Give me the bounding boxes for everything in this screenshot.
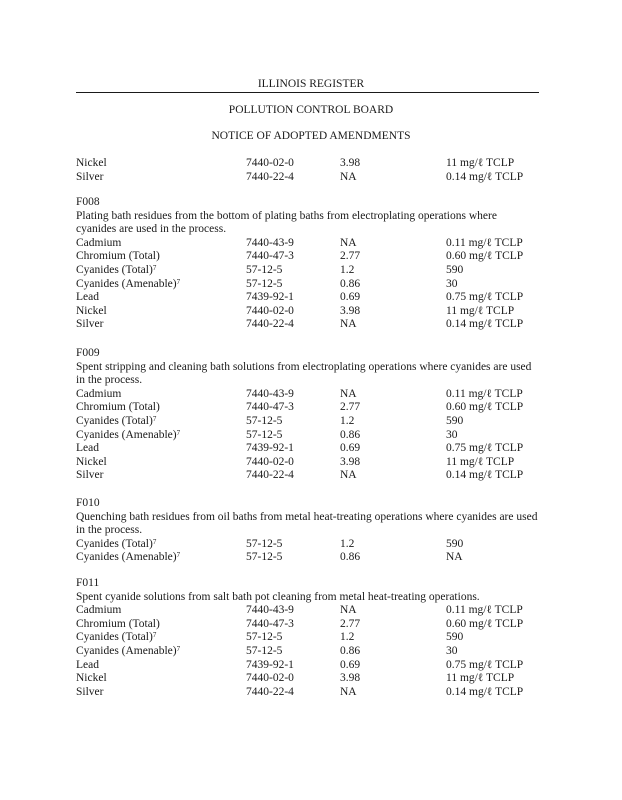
footnote-marker: 7 [152,263,157,272]
constituent-cell [76,264,156,278]
wastewater-value: NA [340,469,357,482]
nonwastewater-value: 0.75 mg/ℓ TCLP [446,291,524,304]
table-row [76,645,539,659]
header-rule [76,92,539,93]
constituent-name: Cyanides (Amenable) [76,551,177,564]
table-row [76,618,539,632]
waste-description: Quenching bath residues from oil baths from metal heat-treating operations where cyanides are used in the process. [76,510,538,537]
wastewater-value: 1.2 [340,537,355,550]
wastewater-value: 0.69 [340,658,361,671]
wastewater-value: 2.77 [340,250,361,263]
cas-number: 57-12-5 [246,277,283,290]
table-row [76,157,539,171]
constituent-cell [76,401,160,415]
table-row [76,631,539,645]
cas-number: 7440-43-9 [246,604,294,617]
constituent-cell [76,469,103,483]
constituent-cell [76,157,107,171]
cas-number: 7440-02-0 [246,157,294,169]
constituent-cell [76,672,107,686]
constituent-cell [76,618,160,632]
nonwastewater-value: 590 [446,414,464,427]
section-f011 [76,577,539,699]
table-row [76,291,539,305]
wastewater-value: 0.69 [340,291,361,304]
table-row [76,305,539,319]
constituent-cell [76,686,103,700]
notice-title: NOTICE OF ADOPTED AMENDMENTS [211,130,411,142]
cas-number: 7440-02-0 [246,304,294,317]
cas-number: 7440-22-4 [246,469,294,482]
wastewater-value: 2.77 [340,401,361,414]
table-row [76,469,539,483]
cas-number: 7440-22-4 [246,318,294,331]
constituent-name: Lead [76,291,99,304]
wastewater-value: 0.86 [340,277,361,290]
wastewater-value: NA [340,318,357,331]
cas-number: 7440-02-0 [246,455,294,468]
cas-number: 7440-43-9 [246,236,294,249]
constituent-name: Chromium (Total) [76,250,160,263]
table-row [76,429,539,443]
constituent-cell [76,551,180,565]
constituent-name: Nickel [76,304,107,317]
table-row [76,659,539,673]
constituent-name: Silver [76,685,104,698]
constituent-name: Silver [76,469,104,482]
cas-number: 57-12-5 [246,414,283,427]
constituent-name: Cyanides (Amenable) [76,428,177,441]
constituent-cell [76,278,180,292]
wastewater-value: NA [340,604,357,617]
nonwastewater-value: 0.11 mg/ℓ TCLP [446,236,523,249]
constituent-cell [76,171,103,185]
waste-code: F008 [76,196,100,208]
cas-number: 7440-22-4 [246,685,294,698]
nonwastewater-value: 0.14 mg/ℓ TCLP [446,170,524,183]
constituent-cell [76,388,121,402]
table-row [76,237,539,251]
nonwastewater-value: 590 [446,537,464,550]
constituent-name: Nickel [76,157,107,169]
cas-number: 7439-92-1 [246,442,294,455]
table-row [76,318,539,332]
footnote-marker: 7 [176,551,181,560]
constituent-cell [76,442,99,456]
table-row [76,551,539,565]
table-row [76,171,539,185]
wastewater-value: 3.98 [340,157,361,169]
cas-number: 57-12-5 [246,263,283,276]
cas-number: 7439-92-1 [246,658,294,671]
constituent-name: Cyanides (Total) [76,631,153,644]
table-row [76,456,539,470]
constituent-name: Cyanides (Amenable) [76,644,177,657]
constituent-name: Cadmium [76,236,122,249]
nonwastewater-value: 0.14 mg/ℓ TCLP [446,318,524,331]
carryover-table [76,157,539,184]
nonwastewater-value: 0.60 mg/ℓ TCLP [446,401,524,414]
cas-number: 7440-22-4 [246,170,294,183]
nonwastewater-value: 11 mg/ℓ TCLP [446,157,515,169]
footnote-marker: 7 [176,277,181,286]
constituent-name: Chromium (Total) [76,401,160,414]
nonwastewater-value: 0.60 mg/ℓ TCLP [446,250,524,263]
constituent-cell [76,237,121,251]
constituent-name: Silver [76,170,104,183]
cas-number: 7440-02-0 [246,672,294,685]
constituent-name: Nickel [76,455,107,468]
wastewater-value: 2.77 [340,617,361,630]
constituent-name: Cyanides (Amenable) [76,277,177,290]
nonwastewater-value: 590 [446,631,464,644]
section-f009 [76,347,539,483]
constituent-name: Lead [76,442,99,455]
waste-code: F010 [76,497,100,509]
footnote-marker: 7 [152,537,157,546]
wastewater-value: 0.86 [340,428,361,441]
nonwastewater-value: 590 [446,263,464,276]
constituent-name: Cyanides (Total) [76,263,153,276]
constituent-cell [76,305,107,319]
table-row [76,401,539,415]
wastewater-value: 1.2 [340,414,355,427]
wastewater-value: NA [340,685,357,698]
waste-description: Plating bath residues from the bottom of plating baths from electroplating operations where cyanides are used in the process. [76,209,497,236]
constituent-name: Lead [76,658,99,671]
table-row [76,264,539,278]
table-row [76,672,539,686]
constituent-name: Nickel [76,672,107,685]
wastewater-value: 3.98 [340,304,361,317]
constituent-name: Cyanides (Total) [76,414,153,427]
constituent-cell [76,631,156,645]
constituent-cell [76,538,156,552]
nonwastewater-value: 11 mg/ℓ TCLP [446,455,515,468]
wastewater-value: 3.98 [340,672,361,685]
wastewater-value: 0.69 [340,442,361,455]
table-row [76,686,539,700]
nonwastewater-value: 30 [446,644,458,657]
nonwastewater-value: 30 [446,277,458,290]
constituent-name: Silver [76,318,104,331]
constituent-cell [76,318,103,332]
constituent-cell [76,659,99,673]
table-row [76,604,539,618]
nonwastewater-value: 11 mg/ℓ TCLP [446,672,515,685]
nonwastewater-value: 0.14 mg/ℓ TCLP [446,469,524,482]
wastewater-value: NA [340,387,357,400]
footnote-marker: 7 [176,428,181,437]
wastewater-value: 1.2 [340,263,355,276]
wastewater-value: NA [340,236,357,249]
footnote-marker: 7 [152,631,157,640]
cas-number: 57-12-5 [246,537,283,550]
table-row [76,415,539,429]
nonwastewater-value: 0.11 mg/ℓ TCLP [446,387,523,400]
constituent-name: Chromium (Total) [76,617,160,630]
wastewater-value: 0.86 [340,644,361,657]
constituent-cell [76,250,160,264]
section-f010 [76,497,539,565]
constituent-cell [76,604,121,618]
constituent-cell [76,456,107,470]
cas-number: 57-12-5 [246,428,283,441]
constituent-cell [76,291,99,305]
constituent-name: Cadmium [76,387,122,400]
waste-description: Spent cyanide solutions from salt bath pot cleaning from metal heat-treating operations. [76,590,480,603]
cas-number: 57-12-5 [246,631,283,644]
wastewater-value: 1.2 [340,631,355,644]
cas-number: 57-12-5 [246,644,283,657]
waste-description: Spent stripping and cleaning bath solutions from electroplating operations where cyanides are used in the process. [76,360,532,387]
section-f008 [76,196,539,332]
nonwastewater-value: 0.60 mg/ℓ TCLP [446,617,524,630]
cas-number: 7440-43-9 [246,387,294,400]
nonwastewater-value: 11 mg/ℓ TCLP [446,304,515,317]
footnote-marker: 7 [152,414,157,423]
table-row [76,250,539,264]
cas-number: 7440-47-3 [246,401,294,414]
constituent-cell [76,429,180,443]
constituent-cell [76,415,156,429]
table-row [76,442,539,456]
wastewater-value: 0.86 [340,551,361,564]
cas-number: 7440-47-3 [246,250,294,263]
constituent-cell [76,645,180,659]
footnote-marker: 7 [176,644,181,653]
nonwastewater-value: 30 [446,428,458,441]
board-title: POLLUTION CONTROL BOARD [228,104,394,116]
table-row [76,278,539,292]
waste-code: F011 [76,577,100,589]
wastewater-value: NA [340,170,357,183]
cas-number: 57-12-5 [246,551,283,564]
constituent-name: Cadmium [76,604,122,617]
nonwastewater-value: 0.75 mg/ℓ TCLP [446,442,524,455]
table-row [76,538,539,552]
register-title: ILLINOIS REGISTER [257,78,365,90]
wastewater-value: 3.98 [340,455,361,468]
nonwastewater-value: 0.11 mg/ℓ TCLP [446,604,523,617]
cas-number: 7440-47-3 [246,617,294,630]
cas-number: 7439-92-1 [246,291,294,304]
constituent-name: Cyanides (Total) [76,537,153,550]
nonwastewater-value: NA [446,551,463,564]
table-row [76,388,539,402]
nonwastewater-value: 0.75 mg/ℓ TCLP [446,658,524,671]
nonwastewater-value: 0.14 mg/ℓ TCLP [446,685,524,698]
waste-code: F009 [76,347,100,359]
